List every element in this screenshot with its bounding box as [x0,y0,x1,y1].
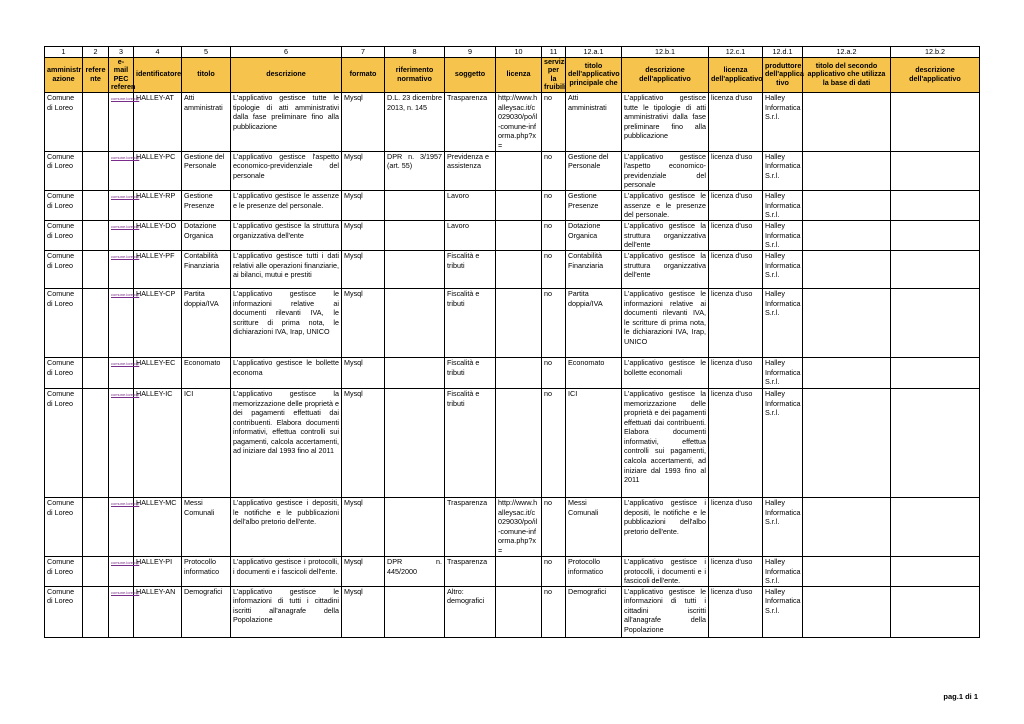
cell-t1: Demografici [566,586,622,637]
table-row [45,92,980,151]
cell-amm: Comune di Loreo [45,288,83,357]
column-header: descrizione dell'applicativo [622,57,709,92]
cell-p1: Halley Informatica S.r.l. [763,250,803,288]
cell-desc: L'applicativo gestisce tutte le tipologie di atti amministrativi dalla fase preliminare fino alla pubblicazione [231,92,342,151]
cell-email [109,250,140,288]
cell-rif: D.L. 23 dicembre 2013, n. 145 [385,92,445,151]
cell-titolo: Gestione del Personale [182,151,231,190]
cell-desc: L'applicativo gestisce le bollette economa [231,357,342,388]
cell-id: HALLEY-MC [134,497,182,556]
cell-ref [83,288,109,357]
column-header: titolo dell'applicativo principale che [566,57,622,92]
cell-id: HALLEY-AT [134,92,182,151]
column-number: 8 [385,47,445,58]
cell-t2 [803,586,891,637]
column-number: 4 [134,47,182,58]
cell-sogg: Trasparenza [445,497,496,556]
cell-email [109,586,140,637]
column-number: 12.c.1 [709,47,763,58]
cell-ref [83,220,109,250]
cell-sogg: Altro: demografici [445,586,496,637]
cell-t1: Partita doppia/IVA [566,288,622,357]
cell-id: HALLEY-PC [134,151,182,190]
cell-p1: Halley Informatica S.r.l. [763,556,803,586]
pec-email-link[interactable]: comune.loreo@ [111,223,140,229]
cell-t2 [803,357,891,388]
cell-titolo: Messi Comunali [182,497,231,556]
cell-d2 [891,92,980,151]
pec-email-link[interactable]: comune.loreo@ [111,95,140,101]
license-url [496,388,542,497]
cell-id: HALLEY-RP [134,190,182,220]
cell-d1: L'applicativo gestisce l'aspetto economico-previdenziale del personale [622,151,709,190]
cell-ref [83,388,109,497]
cell-d1: L'applicativo gestisce le assenze e le presenze del personale. [622,190,709,220]
pec-email-link[interactable]: comune.loreo@ [111,391,140,397]
cell-rif: DPR n. 3/1957 (art. 55) [385,151,445,190]
table-row [45,220,980,250]
pec-email-link[interactable]: comune.loreo@ [111,154,140,160]
cell-email [109,92,140,151]
license-url [496,556,542,586]
cell-sogg: Lavoro [445,190,496,220]
pec-email-link[interactable]: comune.loreo@ [111,589,140,595]
column-header: identificatore [134,57,182,92]
cell-d2 [891,151,980,190]
cell-d2 [891,586,980,637]
cell-l1: licenza d'uso [709,556,763,586]
cell-rif [385,220,445,250]
cell-d2 [891,357,980,388]
cell-d2 [891,388,980,497]
column-number: 6 [231,47,342,58]
cell-sogg: Fiscalità e tributi [445,388,496,497]
cell-id: HALLEY-PF [134,250,182,288]
cell-l1: licenza d'uso [709,497,763,556]
cell-formato: Mysql [342,556,385,586]
page-number: pag.1 di 1 [943,692,978,701]
cell-id: HALLEY-PI [134,556,182,586]
cell-ref [83,556,109,586]
cell-t2 [803,151,891,190]
cell-rif [385,388,445,497]
cell-t2 [803,388,891,497]
cell-serv: no [542,220,566,250]
cell-t2 [803,220,891,250]
cell-amm: Comune di Loreo [45,250,83,288]
cell-rif [385,190,445,220]
column-number: 5 [182,47,231,58]
cell-formato: Mysql [342,357,385,388]
cell-p1: Halley Informatica S.r.l. [763,190,803,220]
column-header: servizi per la fruibili [542,57,566,92]
cell-amm: Comune di Loreo [45,388,83,497]
cell-ref [83,586,109,637]
cell-titolo: Atti amministrati [182,92,231,151]
cell-rif: DPR n. 445/2000 [385,556,445,586]
cell-serv: no [542,388,566,497]
cell-p1: Halley Informatica S.r.l. [763,92,803,151]
license-url [496,586,542,637]
cell-ref [83,151,109,190]
cell-serv: no [542,586,566,637]
column-header: descrizione [231,57,342,92]
table-row [45,190,980,220]
cell-titolo: Partita doppia/IVA [182,288,231,357]
cell-amm: Comune di Loreo [45,556,83,586]
column-header-row [45,57,980,92]
cell-t1: Economato [566,357,622,388]
column-number: 12.b.1 [622,47,709,58]
cell-p1: Halley Informatica S.r.l. [763,288,803,357]
cell-rif [385,288,445,357]
cell-p1: Halley Informatica S.r.l. [763,586,803,637]
cell-t1: Protocollo informatico [566,556,622,586]
cell-d1: L'applicativo gestisce le informazioni di tutti i cittadini iscritti all'anagrafe della Popolazione [622,586,709,637]
cell-formato: Mysql [342,288,385,357]
cell-serv: no [542,497,566,556]
cell-formato: Mysql [342,220,385,250]
column-number: 11 [542,47,566,58]
cell-p1: Halley Informatica S.r.l. [763,497,803,556]
cell-d1: L'applicativo gestisce le informazioni relative ai documenti rilevanti IVA, le scritture di prima nota, le dichiarazioni IVA, Irap, UNICO [622,288,709,357]
cell-t2 [803,250,891,288]
cell-l1: licenza d'uso [709,92,763,151]
cell-email [109,288,140,357]
cell-rif [385,357,445,388]
cell-desc: L'applicativo gestisce le informazioni di tutti i cittadini iscritti all'anagrafe della Popolazione [231,586,342,637]
cell-d2 [891,556,980,586]
cell-titolo: Demografici [182,586,231,637]
cell-amm: Comune di Loreo [45,497,83,556]
column-number: 10 [496,47,542,58]
cell-ref [83,357,109,388]
cell-l1: licenza d'uso [709,586,763,637]
cell-desc: L'applicativo gestisce la memorizzazione delle proprietà e dei pagamenti effettuati dai contribuenti. Elabora documenti informativi, effettua controlli sui pagamenti, calcola accertamenti, ad iniziare dal 1993 fino al 2011 [231,388,342,497]
cell-sogg: Trasparenza [445,92,496,151]
cell-ref [83,250,109,288]
cell-p1: Halley Informatica S.r.l. [763,151,803,190]
license-url [496,288,542,357]
pec-email-link[interactable]: comune.loreo@ [111,193,140,199]
cell-amm: Comune di Loreo [45,357,83,388]
cell-d1: L'applicativo gestisce i protocolli, i documenti e i fascicoli dell'ente. [622,556,709,586]
cell-p1: Halley Informatica S.r.l. [763,220,803,250]
column-header: licenza dell'applicativo [709,57,763,92]
cell-sogg: Trasparenza [445,556,496,586]
cell-l1: licenza d'uso [709,220,763,250]
cell-email [109,388,140,497]
pec-email-link[interactable]: comune.loreo@ [111,291,140,297]
cell-amm: Comune di Loreo [45,151,83,190]
cell-email [109,556,140,586]
cell-serv: no [542,357,566,388]
cell-formato: Mysql [342,250,385,288]
table-row [45,586,980,637]
table-row [45,556,980,586]
cell-serv: no [542,190,566,220]
cell-amm: Comune di Loreo [45,586,83,637]
table-row [45,497,980,556]
cell-p1: Halley Informatica S.r.l. [763,357,803,388]
column-number: 1 [45,47,83,58]
cell-desc: L'applicativo gestisce la struttura organizzativa dell'ente [231,220,342,250]
cell-l1: licenza d'uso [709,250,763,288]
column-header: titolo [182,57,231,92]
cell-amm: Comune di Loreo [45,190,83,220]
cell-d1: L'applicativo gestisce tutte le tipologie di atti amministrativi dalla fase preliminare fino alla pubblicazione [622,92,709,151]
cell-t1: Dotazione Organica [566,220,622,250]
cell-t2 [803,556,891,586]
column-header: amministr azione [45,57,83,92]
pec-email-link[interactable]: comune.loreo@ [111,360,140,366]
cell-rif [385,250,445,288]
cell-d2 [891,497,980,556]
cell-email [109,220,140,250]
cell-id: HALLEY-AN [134,586,182,637]
cell-desc: L'applicativo gestisce tutti i dati relativi alle operazioni finanziarie, ai bilanci, mutui e prestiti [231,250,342,288]
cell-sogg: Fiscalità e tributi [445,357,496,388]
pec-email-link[interactable]: comune.loreo@ [111,500,140,506]
cell-l1: licenza d'uso [709,151,763,190]
cell-t1: Gestione Presenze [566,190,622,220]
column-header: soggetto [445,57,496,92]
cell-d2 [891,250,980,288]
cell-id: HALLEY-CP [134,288,182,357]
license-url [496,190,542,220]
cell-titolo: Contabilità Finanziaria [182,250,231,288]
cell-d1: L'applicativo gestisce la struttura organizzativa dell'ente [622,250,709,288]
pec-email-link[interactable]: comune.loreo@ [111,559,140,565]
cell-d2 [891,288,980,357]
cell-l1: licenza d'uso [709,288,763,357]
cell-email [109,190,140,220]
column-number: 12.b.2 [891,47,980,58]
cell-desc: L'applicativo gestisce i depositi, le notifiche e le pubblicazioni dell'albo pretorio dell'ente. [231,497,342,556]
pec-email-link[interactable]: comune.loreo@ [111,253,140,259]
cell-titolo: Economato [182,357,231,388]
column-header: descrizione dell'applicativo [891,57,980,92]
column-header: licenza [496,57,542,92]
cell-d1: L'applicativo gestisce i depositi, le notifiche e le pubblicazioni dell'albo pretorio dell'ente. [622,497,709,556]
cell-l1: licenza d'uso [709,190,763,220]
table-row [45,388,980,497]
cell-sogg: Fiscalità e tributi [445,250,496,288]
column-number: 12.d.1 [763,47,803,58]
cell-l1: licenza d'uso [709,388,763,497]
cell-p1: Halley Informatica S.r.l. [763,388,803,497]
cell-amm: Comune di Loreo [45,220,83,250]
cell-t2 [803,92,891,151]
cell-titolo: Gestione Presenze [182,190,231,220]
table-row [45,288,980,357]
column-header: formato [342,57,385,92]
column-header: e-mail PEC referen [109,57,134,92]
license-url: http://www.halleysac.it/c029030/po/il-comune-informa.php?x= [496,92,542,151]
cell-email [109,497,140,556]
cell-titolo: ICI [182,388,231,497]
license-url: http://www.halleysac.it/c029030/po/il-comune-informa.php?x= [496,497,542,556]
cell-d1: L'applicativo gestisce la memorizzazione delle proprietà e dei pagamenti effettuati dai contribuenti. Elabora documenti informativi, effettua controlli sui pagamenti, calcola accertamenti, ad iniziare dal 1993 fino al 2011 [622,388,709,497]
cell-formato: Mysql [342,388,385,497]
cell-t1: Gestione del Personale [566,151,622,190]
license-url [496,220,542,250]
cell-t1: Atti amministrati [566,92,622,151]
cell-ref [83,497,109,556]
cell-desc: L'applicativo gestisce i protocolli, i documenti e i fascicoli dell'ente. [231,556,342,586]
table-row [45,357,980,388]
cell-sogg: Previdenza e assistenza [445,151,496,190]
license-url [496,151,542,190]
cell-t2 [803,288,891,357]
cell-desc: L'applicativo gestisce le informazioni relative ai documenti rilevanti IVA, le scritture di prima nota, le dichiarazioni IVA, Irap, UNICO [231,288,342,357]
cell-email [109,151,140,190]
cell-formato: Mysql [342,151,385,190]
cell-formato: Mysql [342,190,385,220]
cell-serv: no [542,250,566,288]
cell-d1: L'applicativo gestisce le bollette economali [622,357,709,388]
column-number: 2 [83,47,109,58]
cell-serv: no [542,151,566,190]
column-number: 9 [445,47,496,58]
cell-t2 [803,190,891,220]
column-number: 12.a.2 [803,47,891,58]
cell-titolo: Protocollo informatico [182,556,231,586]
cell-l1: licenza d'uso [709,357,763,388]
cell-id: HALLEY-DO [134,220,182,250]
cell-serv: no [542,288,566,357]
cell-formato: Mysql [342,586,385,637]
table-row [45,151,980,190]
column-number-row [45,47,980,58]
cell-ref [83,92,109,151]
cell-d2 [891,190,980,220]
cell-t1: Messi Comunali [566,497,622,556]
cell-desc: L'applicativo gestisce l'aspetto economico-previdenziale del personale [231,151,342,190]
cell-titolo: Dotazione Organica [182,220,231,250]
cell-d2 [891,220,980,250]
column-number: 7 [342,47,385,58]
cell-serv: no [542,92,566,151]
column-number: 12.a.1 [566,47,622,58]
cell-sogg: Lavoro [445,220,496,250]
column-header: produttore dell'applica tivo [763,57,803,92]
table-body [45,92,980,637]
cell-sogg: Fiscalità e tributi [445,288,496,357]
cell-desc: L'applicativo gestisce le assenze e le presenze del personale. [231,190,342,220]
license-url [496,250,542,288]
column-number: 3 [109,47,134,58]
cell-id: HALLEY-EC [134,357,182,388]
cell-t1: Contabilità Finanziaria [566,250,622,288]
column-header: riferimento normativo [385,57,445,92]
cell-formato: Mysql [342,497,385,556]
cell-amm: Comune di Loreo [45,92,83,151]
cell-rif [385,497,445,556]
column-header: refere nte [83,57,109,92]
cell-rif [385,586,445,637]
cell-id: HALLEY-IC [134,388,182,497]
data-table [44,46,980,638]
cell-d1: L'applicativo gestisce la struttura organizzativa dell'ente [622,220,709,250]
table-row [45,250,980,288]
cell-ref [83,190,109,220]
cell-formato: Mysql [342,92,385,151]
cell-t1: ICI [566,388,622,497]
column-header: titolo del secondo applicativo che utilizza la base di dati [803,57,891,92]
license-url [496,357,542,388]
cell-t2 [803,497,891,556]
cell-email [109,357,140,388]
cell-serv: no [542,556,566,586]
